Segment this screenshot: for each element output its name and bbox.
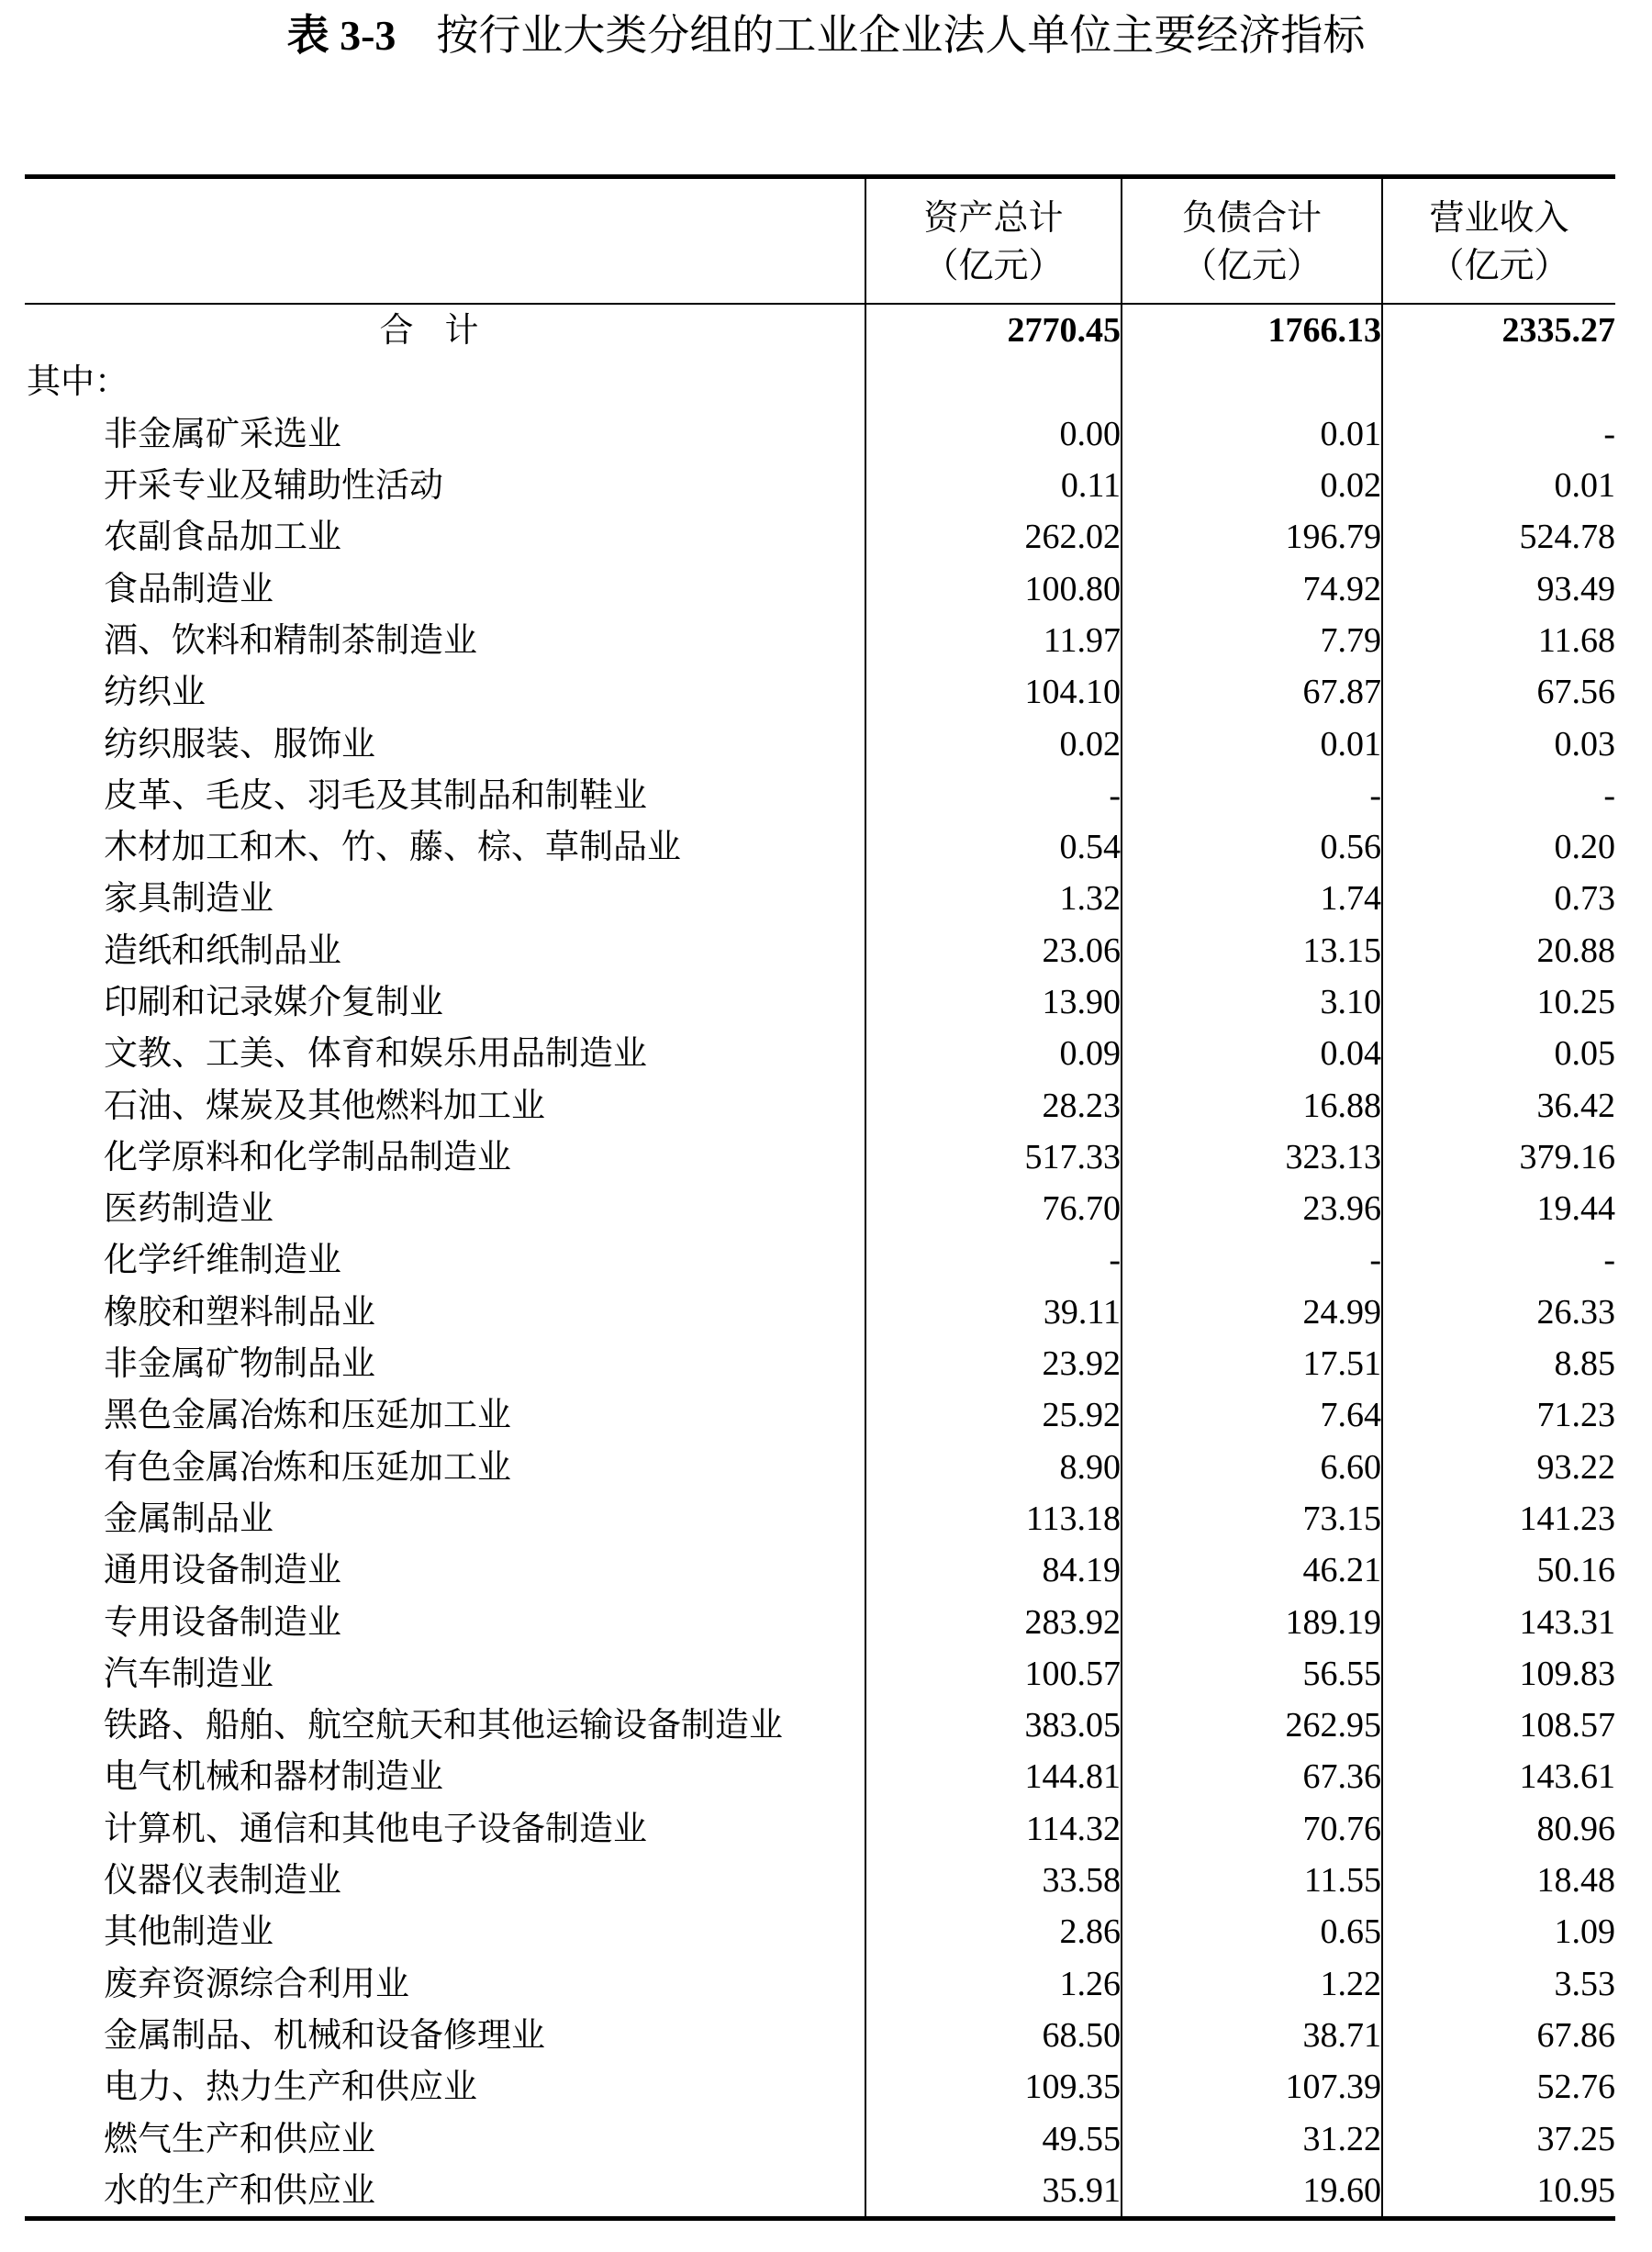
industry-name-cell: 黑色金属冶炼和压延加工业	[104, 1395, 511, 1435]
assets-cell: 28.23	[865, 1079, 1122, 1131]
industry-name-cell: 铁路、船舶、航空航天和其他运输设备制造业	[104, 1705, 783, 1745]
liabilities-cell: 70.76	[1122, 1803, 1382, 1855]
page-title	[0, 7, 1652, 63]
table-row	[25, 1442, 1615, 1493]
liabilities-cell: 0.56	[1122, 821, 1382, 873]
table-row	[25, 1855, 1615, 1906]
table-row	[25, 1389, 1615, 1441]
revenue-cell: 0.03	[1382, 718, 1615, 769]
assets-cell: 11.97	[865, 615, 1122, 666]
revenue-cell: 379.16	[1382, 1132, 1615, 1183]
assets-cell: 2.86	[865, 1906, 1122, 1957]
table-number: 表 3-3	[286, 12, 396, 59]
revenue-cell: 93.22	[1382, 1442, 1615, 1493]
revenue-cell: 10.95	[1382, 2165, 1615, 2219]
revenue-cell: 19.44	[1382, 1183, 1615, 1234]
table-row	[25, 1803, 1615, 1855]
table-row	[25, 1287, 1615, 1338]
liabilities-cell: -	[1122, 1234, 1382, 1286]
table-row	[25, 1079, 1615, 1131]
liabilities-cell: 13.15	[1122, 925, 1382, 976]
liabilities-cell: 7.64	[1122, 1389, 1382, 1441]
industry-name-cell: 家具制造业	[104, 878, 273, 919]
assets-cell: 39.11	[865, 1287, 1122, 1338]
industry-name-cell: 计算机、通信和其他电子设备制造业	[104, 1808, 647, 1848]
industry-name-cell: 仪器仪表制造业	[104, 1860, 341, 1901]
subheading-label: 其中：	[27, 362, 128, 402]
table-row	[25, 718, 1615, 769]
column-header-label: 资产总计	[923, 196, 1064, 238]
table-row	[25, 511, 1615, 563]
revenue-cell: 8.85	[1382, 1338, 1615, 1389]
industry-name-cell: 化学原料和化学制品制造业	[104, 1136, 511, 1176]
industry-name-cell: 废弃资源综合利用业	[104, 1963, 409, 2003]
total-liabilities-cell: 1766.13	[1122, 304, 1382, 356]
assets-cell: 262.02	[865, 511, 1122, 563]
empty-cell	[865, 356, 1122, 407]
liabilities-cell: 31.22	[1122, 2113, 1382, 2164]
assets-cell: 517.33	[865, 1132, 1122, 1183]
liabilities-cell: 0.02	[1122, 460, 1382, 511]
industry-name-cell: 农副食品加工业	[104, 517, 341, 557]
subheading-row	[25, 356, 1615, 407]
industry-name-cell: 纺织服装、服饰业	[104, 723, 375, 764]
liabilities-cell: 0.01	[1122, 408, 1382, 460]
liabilities-cell: 1.22	[1122, 1958, 1382, 2010]
liabilities-cell: 16.88	[1122, 1079, 1382, 1131]
industry-name-cell: 造纸和纸制品业	[104, 930, 341, 970]
assets-cell: 0.11	[865, 460, 1122, 511]
industry-name-cell: 非金属矿采选业	[104, 413, 341, 453]
column-header-unit: （亿元）	[1181, 244, 1322, 285]
assets-cell: 0.09	[865, 1028, 1122, 1079]
table-row	[25, 1132, 1615, 1183]
column-header-unit: （亿元）	[1429, 244, 1569, 285]
column-header-label: 负债合计	[1181, 196, 1322, 238]
industry-name-cell: 化学纤维制造业	[104, 1240, 341, 1280]
revenue-cell: 50.16	[1382, 1544, 1615, 1596]
industry-name-cell: 金属制品、机械和设备修理业	[104, 2014, 545, 2055]
table-row	[25, 666, 1615, 718]
liabilities-cell: 0.04	[1122, 1028, 1382, 1079]
liabilities-cell: 74.92	[1122, 563, 1382, 614]
industry-name-cell: 酒、饮料和精制茶制造业	[104, 619, 477, 660]
revenue-cell: 109.83	[1382, 1648, 1615, 1700]
industry-name-cell: 电力、热力生产和供应业	[104, 2067, 477, 2107]
revenue-cell: 0.20	[1382, 821, 1615, 873]
revenue-cell: 143.31	[1382, 1596, 1615, 1647]
revenue-cell: 18.48	[1382, 1855, 1615, 1906]
table-row	[25, 1183, 1615, 1234]
revenue-cell: 11.68	[1382, 615, 1615, 666]
assets-cell: 35.91	[865, 2165, 1122, 2219]
liabilities-cell: 17.51	[1122, 1338, 1382, 1389]
industry-name-cell: 汽车制造业	[104, 1653, 273, 1693]
liabilities-cell: 3.10	[1122, 976, 1382, 1028]
assets-cell: 144.81	[865, 1751, 1122, 1802]
industry-name-cell: 专用设备制造业	[104, 1601, 341, 1642]
table-row	[25, 976, 1615, 1028]
assets-cell: 104.10	[865, 666, 1122, 718]
table-row	[25, 1544, 1615, 1596]
total-assets-cell: 2770.45	[865, 304, 1122, 356]
assets-cell: 25.92	[865, 1389, 1122, 1441]
revenue-cell: 141.23	[1382, 1493, 1615, 1544]
industry-name-cell: 橡胶和塑料制品业	[104, 1291, 375, 1332]
industry-name-cell: 水的生产和供应业	[104, 2169, 375, 2210]
revenue-cell: 0.73	[1382, 873, 1615, 924]
liabilities-cell: 38.71	[1122, 2010, 1382, 2061]
revenue-cell: 93.49	[1382, 563, 1615, 614]
liabilities-cell: 73.15	[1122, 1493, 1382, 1544]
table-row	[25, 2010, 1615, 2061]
assets-cell: 114.32	[865, 1803, 1122, 1855]
industry-name-cell: 纺织业	[104, 672, 206, 712]
table-row	[25, 925, 1615, 976]
header-row	[25, 177, 1615, 305]
industry-name-cell: 通用设备制造业	[104, 1550, 341, 1590]
table-row	[25, 873, 1615, 924]
table-row	[25, 2165, 1615, 2219]
assets-cell: 23.06	[865, 925, 1122, 976]
industry-name-cell: 医药制造业	[104, 1188, 273, 1229]
column-header-label: 营业收入	[1429, 196, 1569, 238]
table-row	[25, 1700, 1615, 1751]
table-row	[25, 1338, 1615, 1389]
industry-name-cell: 燃气生产和供应业	[104, 2118, 375, 2158]
assets-cell: 13.90	[865, 976, 1122, 1028]
liabilities-cell: 56.55	[1122, 1648, 1382, 1700]
table-row	[25, 2061, 1615, 2113]
liabilities-cell: 323.13	[1122, 1132, 1382, 1183]
table-row	[25, 615, 1615, 666]
revenue-cell: 67.86	[1382, 2010, 1615, 2061]
liabilities-cell: 189.19	[1122, 1596, 1382, 1647]
liabilities-cell: -	[1122, 770, 1382, 821]
liabilities-cell: 0.01	[1122, 718, 1382, 769]
assets-cell: -	[865, 1234, 1122, 1286]
table-row	[25, 1958, 1615, 2010]
industry-name-cell: 有色金属冶炼和压延加工业	[104, 1446, 511, 1487]
liabilities-cell: 46.21	[1122, 1544, 1382, 1596]
data-table	[25, 174, 1615, 2221]
revenue-cell: -	[1382, 1234, 1615, 1286]
table-row	[25, 408, 1615, 460]
table-row	[25, 1751, 1615, 1802]
revenue-cell: 20.88	[1382, 925, 1615, 976]
revenue-cell: 36.42	[1382, 1079, 1615, 1131]
assets-cell: 383.05	[865, 1700, 1122, 1751]
assets-cell: 113.18	[865, 1493, 1122, 1544]
assets-cell: 0.00	[865, 408, 1122, 460]
column-header-unit: （亿元）	[923, 244, 1064, 285]
assets-cell: 8.90	[865, 1442, 1122, 1493]
liabilities-cell: 11.55	[1122, 1855, 1382, 1906]
assets-cell: 100.80	[865, 563, 1122, 614]
liabilities-cell: 196.79	[1122, 511, 1382, 563]
liabilities-cell: 262.95	[1122, 1700, 1382, 1751]
assets-cell: 100.57	[865, 1648, 1122, 1700]
empty-cell	[1122, 356, 1382, 407]
industry-name-cell: 木材加工和木、竹、藤、棕、草制品业	[104, 827, 681, 867]
table-row	[25, 2113, 1615, 2164]
table-row	[25, 1493, 1615, 1544]
industry-name-cell: 印刷和记录媒介复制业	[104, 982, 443, 1021]
total-label: 合计	[379, 310, 510, 351]
industry-name-cell: 皮革、毛皮、羽毛及其制品和制鞋业	[104, 775, 647, 815]
revenue-cell: 52.76	[1382, 2061, 1615, 2113]
assets-cell: 1.26	[865, 1958, 1122, 2010]
table-row	[25, 460, 1615, 511]
revenue-cell: 524.78	[1382, 511, 1615, 563]
revenue-cell: 108.57	[1382, 1700, 1615, 1751]
total-row	[25, 304, 1615, 356]
table-row	[25, 1234, 1615, 1286]
revenue-cell: 1.09	[1382, 1906, 1615, 1957]
assets-cell: 23.92	[865, 1338, 1122, 1389]
table-header	[25, 177, 1615, 305]
total-revenue-cell: 2335.27	[1382, 304, 1615, 356]
assets-cell: -	[865, 770, 1122, 821]
industry-name-cell: 文教、工美、体育和娱乐用品制造业	[104, 1033, 647, 1074]
assets-cell: 109.35	[865, 2061, 1122, 2113]
revenue-cell: 0.05	[1382, 1028, 1615, 1079]
industry-name-cell: 石油、煤炭及其他燃料加工业	[104, 1085, 545, 1125]
industry-name-cell: 金属制品业	[104, 1498, 273, 1538]
liabilities-cell: 67.36	[1122, 1751, 1382, 1802]
column-header-assets	[865, 177, 1122, 305]
revenue-cell: 0.01	[1382, 460, 1615, 511]
liabilities-cell: 6.60	[1122, 1442, 1382, 1493]
revenue-cell: -	[1382, 408, 1615, 460]
revenue-cell: 80.96	[1382, 1803, 1615, 1855]
table-row	[25, 563, 1615, 614]
table-row	[25, 1906, 1615, 1957]
industry-name-cell: 开采专业及辅助性活动	[104, 465, 443, 506]
assets-cell: 76.70	[865, 1183, 1122, 1234]
industry-name-cell: 食品制造业	[104, 568, 273, 608]
industry-name-cell: 非金属矿物制品业	[104, 1343, 375, 1384]
revenue-cell: 71.23	[1382, 1389, 1615, 1441]
table-title-text: 按行业大类分组的工业企业法人单位主要经济指标	[436, 10, 1366, 60]
assets-cell: 0.54	[865, 821, 1122, 873]
revenue-cell: 37.25	[1382, 2113, 1615, 2164]
liabilities-cell: 107.39	[1122, 2061, 1382, 2113]
revenue-cell: 67.56	[1382, 666, 1615, 718]
revenue-cell: 3.53	[1382, 1958, 1615, 2010]
table-row	[25, 1596, 1615, 1647]
assets-cell: 68.50	[865, 2010, 1122, 2061]
liabilities-cell: 1.74	[1122, 873, 1382, 924]
revenue-cell: -	[1382, 770, 1615, 821]
assets-cell: 0.02	[865, 718, 1122, 769]
table-row	[25, 1648, 1615, 1700]
assets-cell: 33.58	[865, 1855, 1122, 1906]
liabilities-cell: 24.99	[1122, 1287, 1382, 1338]
assets-cell: 84.19	[865, 1544, 1122, 1596]
liabilities-cell: 67.87	[1122, 666, 1382, 718]
header-blank-cell	[25, 177, 865, 305]
revenue-cell: 10.25	[1382, 976, 1615, 1028]
empty-cell	[1382, 356, 1615, 407]
liabilities-cell: 23.96	[1122, 1183, 1382, 1234]
table-body	[25, 304, 1615, 2218]
industry-name-cell: 其他制造业	[104, 1912, 273, 1952]
revenue-cell: 143.61	[1382, 1751, 1615, 1802]
table-row	[25, 821, 1615, 873]
table-row	[25, 770, 1615, 821]
data-table-container	[25, 174, 1615, 2221]
liabilities-cell: 0.65	[1122, 1906, 1382, 1957]
column-header-liabilities	[1122, 177, 1382, 305]
liabilities-cell: 7.79	[1122, 615, 1382, 666]
assets-cell: 49.55	[865, 2113, 1122, 2164]
industry-name-cell: 电气机械和器材制造业	[104, 1756, 443, 1797]
column-header-revenue	[1382, 177, 1615, 305]
assets-cell: 1.32	[865, 873, 1122, 924]
revenue-cell: 26.33	[1382, 1287, 1615, 1338]
assets-cell: 283.92	[865, 1596, 1122, 1647]
table-row	[25, 1028, 1615, 1079]
liabilities-cell: 19.60	[1122, 2165, 1382, 2219]
